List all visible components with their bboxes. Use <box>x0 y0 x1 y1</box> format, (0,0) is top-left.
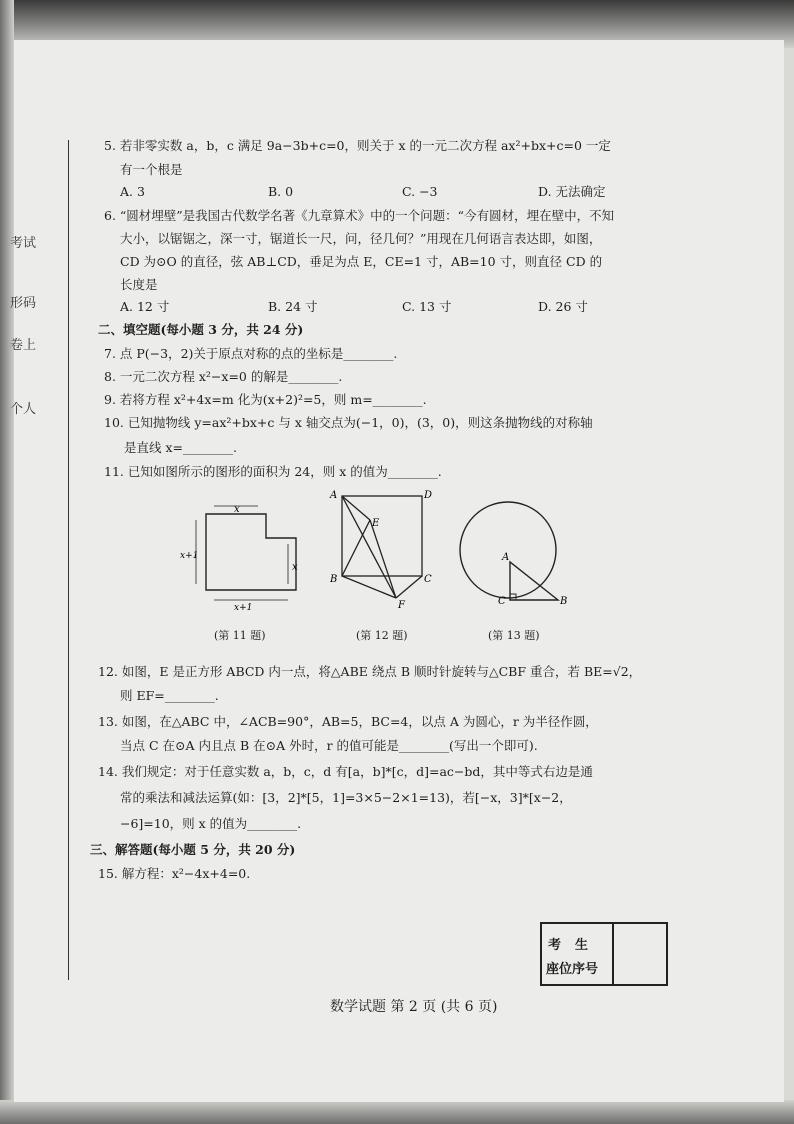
margin-label: 形码 <box>10 296 37 311</box>
segment-ae <box>342 496 370 520</box>
question-15: 15. 解方程：x²−4x+4=0. <box>98 866 251 881</box>
figure-12 <box>342 496 422 598</box>
square-abcd <box>342 496 422 576</box>
figure-13 <box>460 502 558 600</box>
question-12-line1: 12. 如图，E 是正方形 ABCD 内一点，将△ABE 绕点 B 顺时针旋转与△CBF 重合，若 BE=√2， <box>98 664 642 679</box>
question-11: 11. 已知如图所示的图形的面积为 24，则 x 的值为________. <box>104 464 442 479</box>
option-c: C. 13 寸 <box>402 299 452 314</box>
segment-af <box>342 496 396 598</box>
question-14-line2: 常的乘法和减法运算(如：[3，2]*[5，1]=3×5−2×1=13)，若[−x，3]*[x−2， <box>120 790 572 805</box>
question-6-line4: 长度是 <box>120 277 158 292</box>
seat-box-label-line2: 座位序号 <box>546 962 599 977</box>
figures-row <box>180 486 600 626</box>
question-14-line1: 14. 我们规定：对于任意实数 a，b，c，d 有[a，b]*[c，d]=ac−bd，其中等式右边是通 <box>98 764 593 779</box>
option-a: A. 12 寸 <box>120 299 170 314</box>
question-13-line2: 当点 C 在⊙A 内且点 B 在⊙A 外时，r 的值可能是________(写出一个即可). <box>120 738 538 753</box>
question-7: 7. 点 P(−3，2)关于原点对称的点的坐标是________. <box>104 346 398 361</box>
figure-11-shape <box>206 514 296 590</box>
point-a: A <box>330 490 338 501</box>
question-12-line2: 则 EF=________. <box>120 688 219 703</box>
option-b: B. 0 <box>268 184 294 199</box>
point-b: B <box>330 574 338 585</box>
section-2-heading: 二、填空题(每小题 3 分，共 24 分) <box>98 322 304 337</box>
margin-label: 个人 <box>10 402 37 417</box>
margin-label: 卷上 <box>10 338 37 353</box>
question-5-line2: 有一个根是 <box>120 162 183 177</box>
question-13-line1: 13. 如图，在△ABC 中，∠ACB=90°，AB=5，BC=4，以点 A 为圆心，r 为半径作圆， <box>98 714 598 729</box>
question-14-line3: −6]=10，则 x 的值为________. <box>120 816 302 831</box>
label-x-top: x <box>234 504 240 515</box>
figure-12-caption: (第 12 题) <box>356 629 408 642</box>
margin-label: 考试 <box>10 236 37 251</box>
figure-11 <box>196 506 296 600</box>
option-c: C. −3 <box>402 184 438 199</box>
label-x1-left: x+1 <box>180 551 199 561</box>
question-6-line3: CD 为⊙O 的直径，弦 AB⊥CD，垂足为点 E，CE=1 寸，AB=10 寸，则直径 CD 的 <box>120 254 603 269</box>
point-f: F <box>398 600 405 611</box>
label-x1-bottom: x+1 <box>234 603 253 613</box>
seat-number-box <box>540 922 668 986</box>
circle-a <box>460 502 556 598</box>
figure-11-caption: (第 11 题) <box>214 629 266 642</box>
option-b: B. 24 寸 <box>268 299 318 314</box>
point-c: C <box>424 574 432 585</box>
segment-bf <box>342 576 396 598</box>
option-d: D. 无法确定 <box>538 184 606 199</box>
question-5-line1: 5. 若非零实数 a，b，c 满足 9a−3b+c=0，则关于 x 的一元二次方程 ax²+bx+c=0 一定 <box>104 138 611 153</box>
segment-be <box>342 520 370 576</box>
question-9: 9. 若将方程 x²+4x=m 化为(x+2)²=5，则 m=________. <box>104 392 427 407</box>
point-e: E <box>372 518 380 529</box>
page-footer: 数学试题 第 2 页 (共 6 页) <box>330 999 498 1015</box>
point-b: B <box>560 596 568 607</box>
segment-cf <box>396 576 422 598</box>
question-6-line2: 大小，以锯锯之，深一寸，锯道长一尺，问，径几何？”用现在几何语言表达即，如图， <box>120 231 602 246</box>
point-c: C <box>498 596 506 607</box>
seat-box-label-line1: 考生 <box>548 938 603 953</box>
point-a: A <box>502 552 510 563</box>
label-x-right: x <box>292 562 298 573</box>
segment-ef <box>370 520 396 598</box>
question-6-line1: 6. “圆材埋壁”是我国古代数学名著《九章算术》中的一个问题：“今有圆材，埋在壁中，不知 <box>104 208 615 223</box>
question-8: 8. 一元二次方程 x²−x=0 的解是________. <box>104 369 343 384</box>
option-d: D. 26 寸 <box>538 299 588 314</box>
section-3-heading: 三、解答题(每小题 5 分，共 20 分) <box>90 842 296 857</box>
question-10-line1: 10. 已知抛物线 y=ax²+bx+c 与 x 轴交点为(−1，0)，(3，0)，则这条抛物线的对称轴 <box>104 415 593 430</box>
seat-box-divider <box>612 924 614 984</box>
question-10-line2: 是直线 x=________. <box>124 440 237 455</box>
figure-13-caption: (第 13 题) <box>488 629 540 642</box>
point-d: D <box>424 490 433 501</box>
triangle-abc <box>510 562 558 600</box>
option-a: A. 3 <box>120 184 145 199</box>
